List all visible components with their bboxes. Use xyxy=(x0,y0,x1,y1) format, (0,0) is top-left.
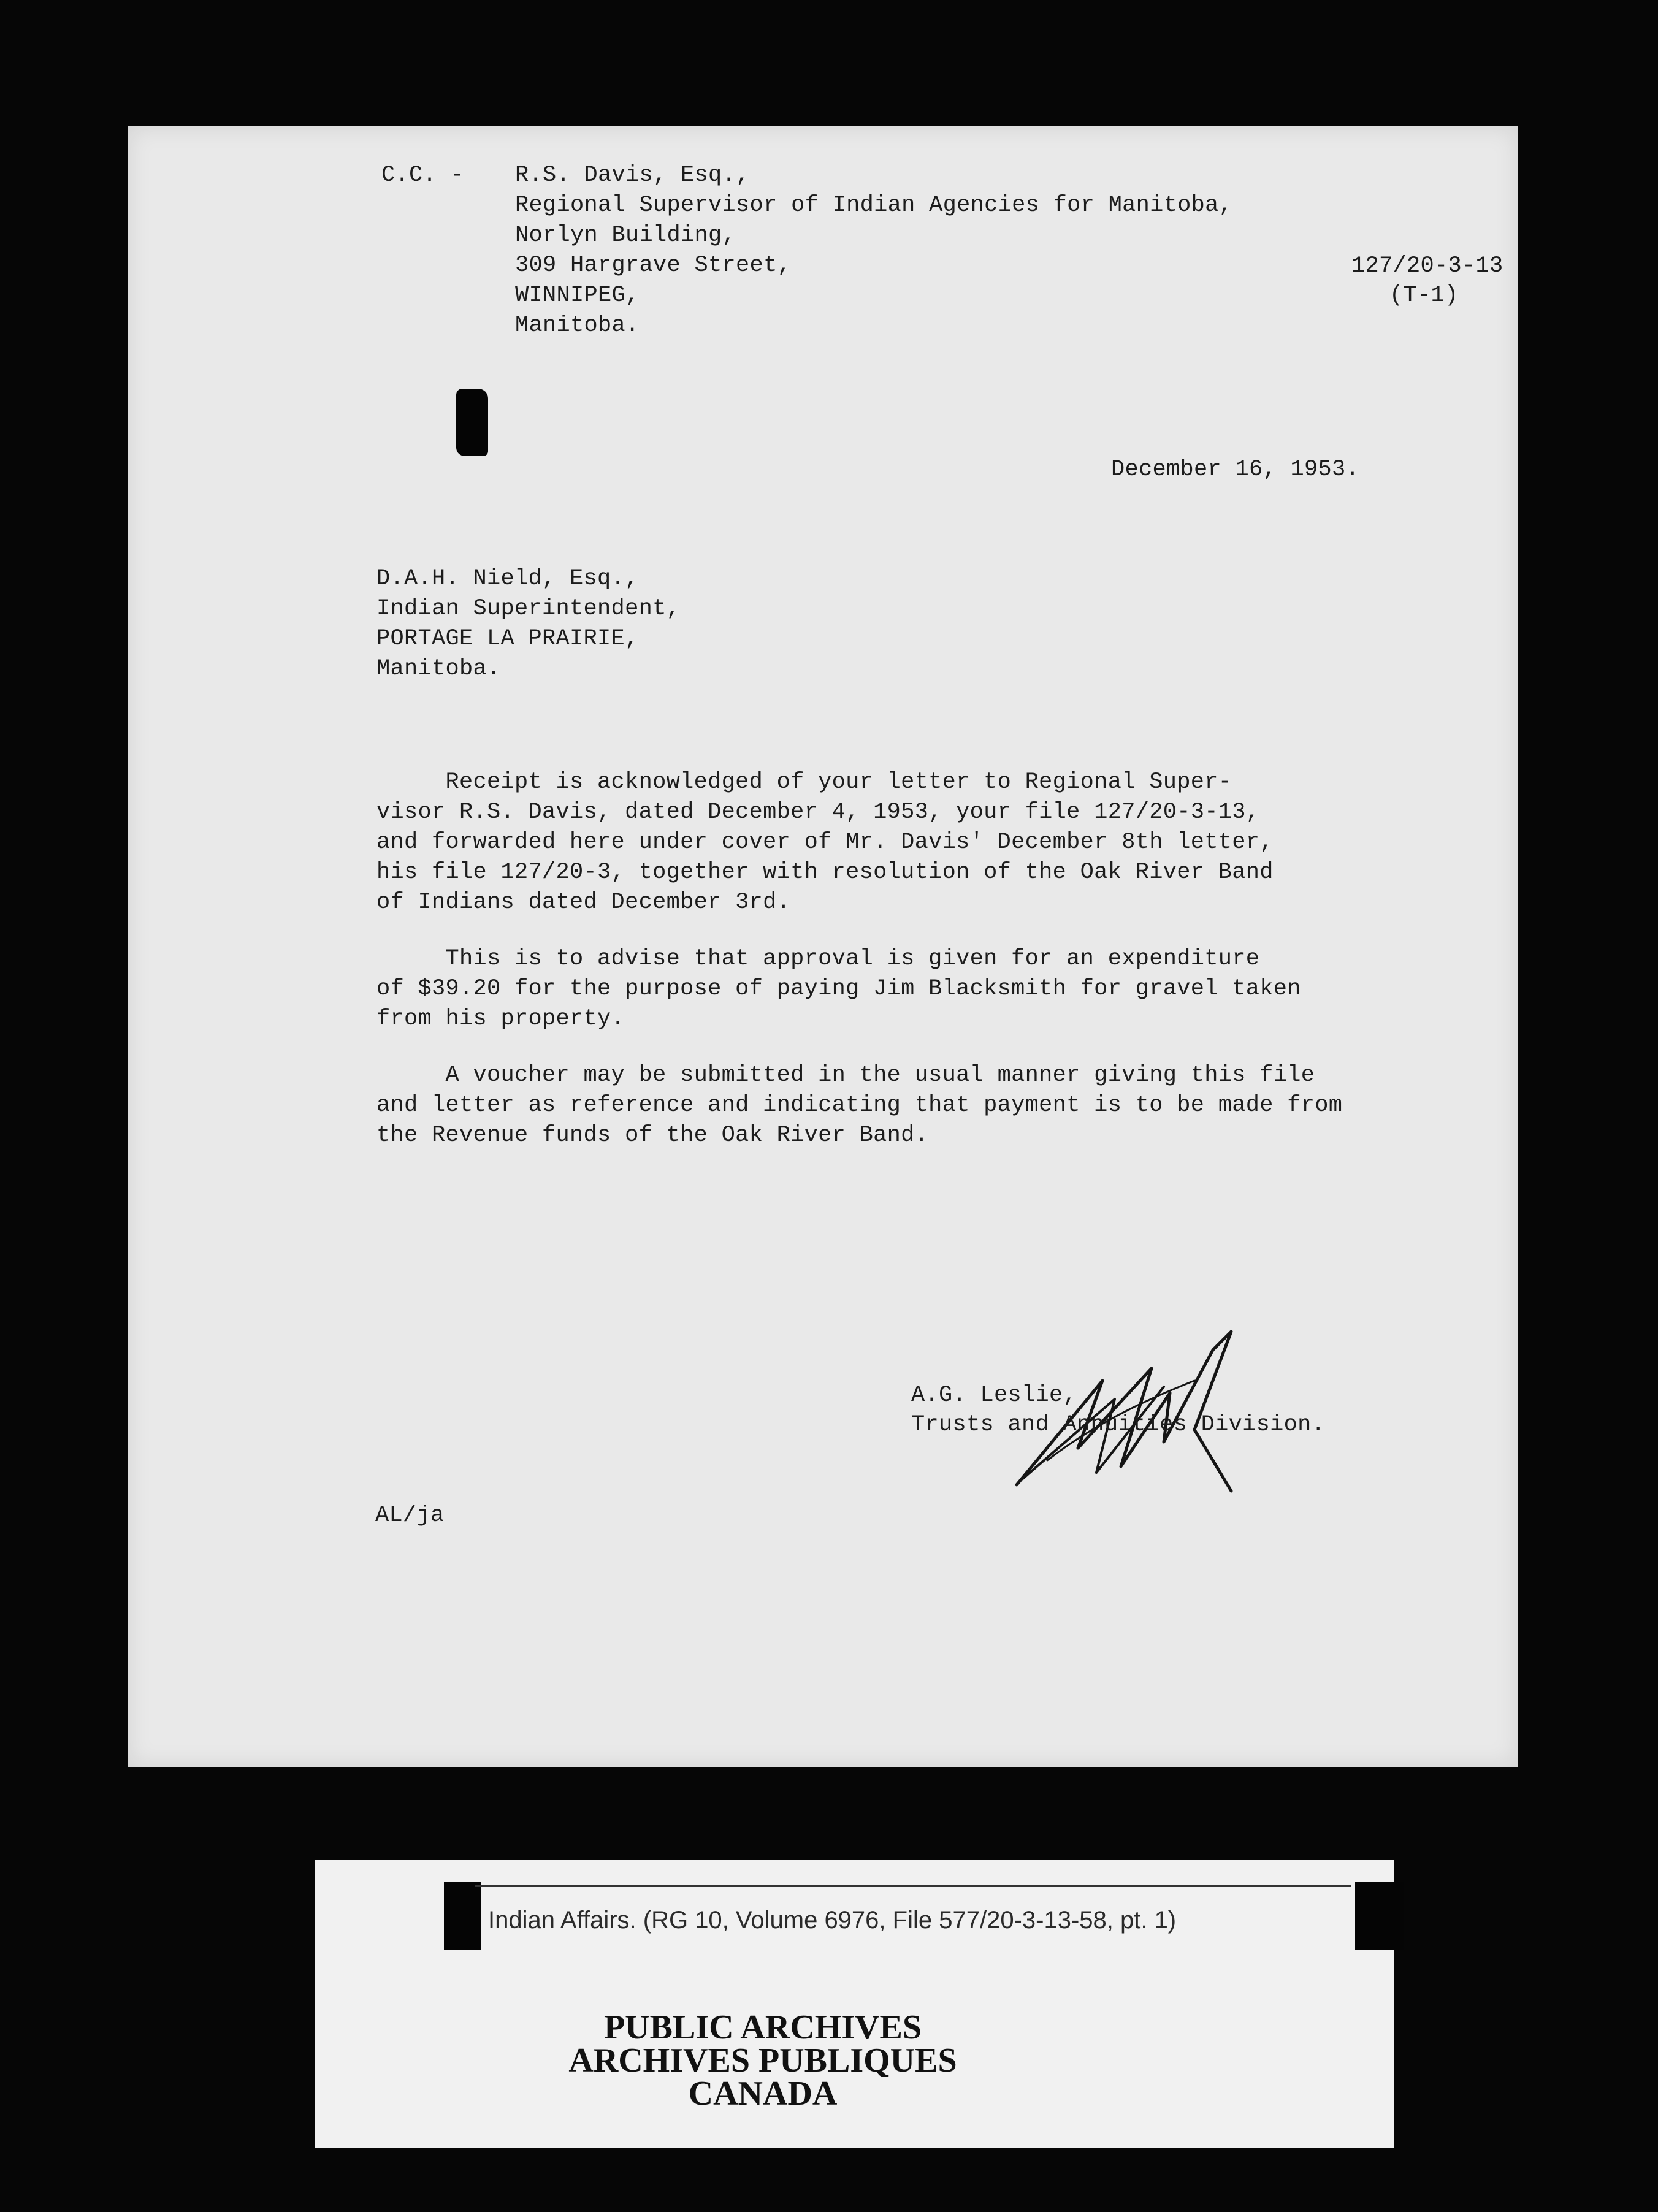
body-line: and letter as reference and indicating that payment is to be made from xyxy=(376,1093,1343,1118)
body-line: his file 127/20-3, together with resolution of the Oak River Band xyxy=(376,860,1274,885)
body-line: Receipt is acknowledged of your letter to Regional Super- xyxy=(376,769,1232,795)
redaction-mark xyxy=(456,389,488,456)
archive-reference: Indian Affairs. (RG 10, Volume 6976, File 577/20-3-13-58, pt. 1) xyxy=(488,1907,1177,1934)
body-line: of $39.20 for the purpose of paying Jim Blacksmith for gravel taken xyxy=(376,976,1301,1002)
archive-stamp xyxy=(315,2008,1210,2113)
cc-line: 309 Hargrave Street, xyxy=(515,253,792,278)
label-notch-left xyxy=(444,1882,481,1950)
signatory-title: Trusts and Annuities Division. xyxy=(911,1412,1326,1438)
label-rule xyxy=(475,1885,1351,1887)
addressee-line: Indian Superintendent, xyxy=(376,596,681,622)
cc-line: Manitoba. xyxy=(515,313,640,338)
addressee-line: PORTAGE LA PRAIRIE, xyxy=(376,626,639,652)
body-line: visor R.S. Davis, dated December 4, 1953, your file 127/20-3-13, xyxy=(376,799,1260,825)
cc-line: Regional Supervisor of Indian Agencies for Manitoba, xyxy=(515,193,1233,218)
archive-stamp-line: CANADA xyxy=(688,2075,838,2113)
file-number: 127/20-3-13 xyxy=(1351,253,1503,279)
letter-page xyxy=(128,126,1518,1767)
cc-prefix: C.C. - xyxy=(381,162,465,188)
cc-line: R.S. Davis, Esq., xyxy=(515,162,750,188)
file-sub-reference: (T-1) xyxy=(1389,283,1459,308)
addressee-line: Manitoba. xyxy=(376,656,501,682)
archive-label xyxy=(315,1860,1394,2148)
archive-stamp-line: PUBLIC ARCHIVES xyxy=(603,2008,922,2046)
letter-date: December 16, 1953. xyxy=(1111,457,1360,482)
archive-stamp-line: ARCHIVES PUBLIQUES xyxy=(568,2042,957,2080)
signatory-name: A.G. Leslie, xyxy=(911,1382,1077,1408)
body-line: A voucher may be submitted in the usual manner giving this file xyxy=(376,1062,1315,1088)
body-line: and forwarded here under cover of Mr. Davis' December 8th letter, xyxy=(376,830,1274,855)
label-notch-right xyxy=(1355,1882,1404,1950)
typist-initials: AL/ja xyxy=(375,1503,445,1528)
body-line: from his property. xyxy=(376,1006,625,1032)
cc-line: WINNIPEG, xyxy=(515,283,640,308)
body-line: the Revenue funds of the Oak River Band. xyxy=(376,1123,929,1148)
body-line: This is to advise that approval is given for an expenditure xyxy=(376,946,1260,972)
body-line: of Indians dated December 3rd. xyxy=(376,890,791,915)
cc-line: Norlyn Building, xyxy=(515,223,736,248)
addressee-line: D.A.H. Nield, Esq., xyxy=(376,566,639,592)
